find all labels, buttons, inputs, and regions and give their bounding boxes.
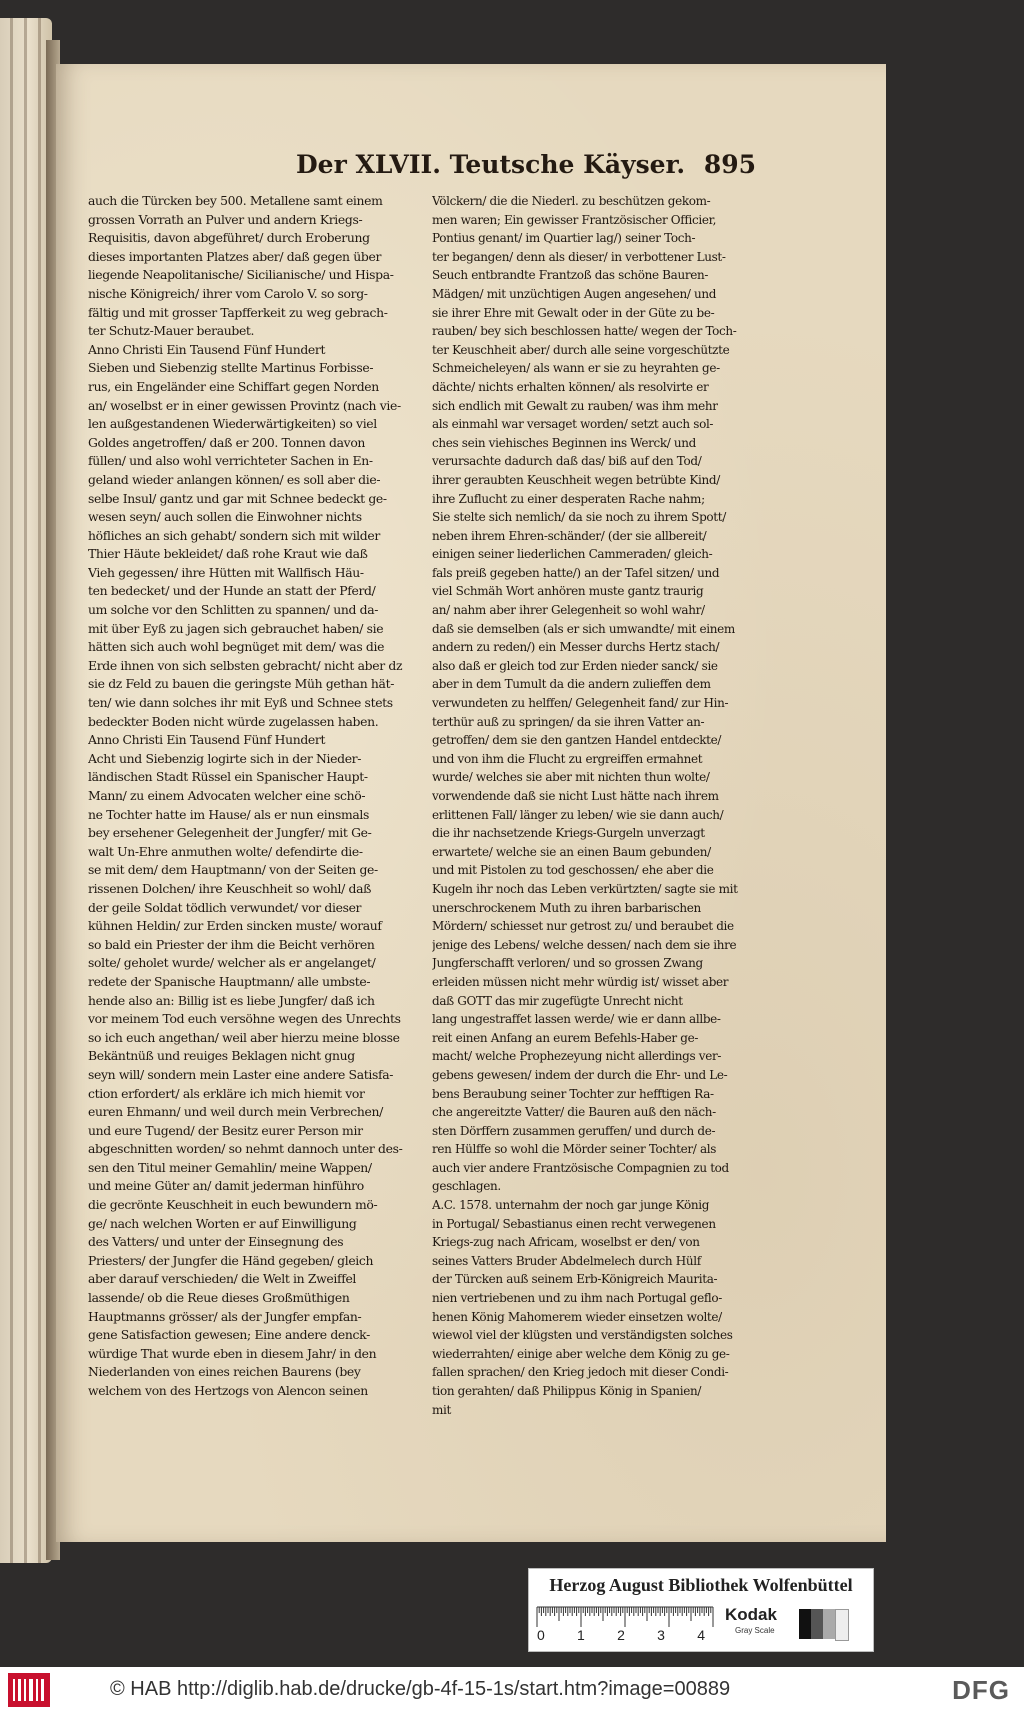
text-line: vorwendende daß sie nicht Lust hätte nach ihrem [432, 789, 719, 803]
ruler-digit: 4 [697, 1627, 705, 1643]
text-line: an/ nahm aber ihrer Gelegenheit so wohl wahr/ [432, 603, 705, 618]
text-line: unerschrockenem Muth zu ihren barbarischen [432, 900, 701, 915]
library-name: Herzog August Bibliothek Wolfenbüttel [549, 1575, 853, 1595]
text-line: gene Satisfaction gewesen; Eine andere denck- [88, 1327, 370, 1343]
text-line: höfliches an sich gehabt/ sondern sich mit wilder [88, 527, 380, 543]
text-line: verwundeten zu helffen/ Gelegenheit fand/ zur Hin- [432, 696, 729, 711]
text-line: se mit dem/ dem Hauptmann/ von der Seiten ge- [88, 862, 378, 878]
text-line: Thier Häute bekleidet/ daß rohe Kraut wie daß [88, 546, 368, 562]
text-line: auch vier andere Frantzösische Compagnien zu tod [432, 1160, 729, 1175]
text-line: sen den Titul meiner Gemahlin/ meine Wappen/ [88, 1159, 372, 1175]
text-line: jenige des Lebens/ welche dessen/ nach dem sie ihre [432, 937, 737, 952]
text-line: Schmeicheleyen/ als wann er sie zu heyrahten ge- [432, 361, 720, 376]
ruler-digit: 2 [617, 1627, 625, 1643]
text-line: würdige That wurde eben in diesem Jahr/ in den [88, 1345, 377, 1361]
text-line: ction erfordert/ als erkläre ich mich hiemit vor [88, 1085, 365, 1101]
text-line: in Portugal/ Sebastianus einen recht verwegenen [432, 1216, 716, 1231]
running-title: Der XLVII. Teutsche Käyser. [296, 150, 686, 179]
text-line: che angereitzte Vatter/ die Bauren auß den näch- [432, 1105, 716, 1120]
text-line: hätten sich auch wohl begnüget mit dem/ was die [88, 639, 385, 655]
text-line: Völckern/ die die Niederl. zu beschützen gekom- [432, 194, 711, 208]
text-line: henen König Mahomerem wieder einsetzen wolte/ [432, 1309, 722, 1324]
text-line: rus, ein Engeländer eine Schiffart gegen Norden [88, 378, 379, 394]
text-line: Jungferschafft verloren/ und so grossen Zwang [432, 956, 703, 971]
page-edge-line [10, 18, 13, 1563]
text-line: um solche vor den Schlitten zu spannen/ und da- [88, 602, 379, 618]
text-line: sie dz Feld zu bauen die geringste Müh gethan hät- [88, 676, 395, 692]
text-line: der geile Soldat tödlich verwundet/ vor dieser [88, 899, 362, 915]
text-line: ge/ nach welchen Worten er auf Einwilligung [88, 1215, 357, 1231]
text-line: selbe Insul/ gantz und gar mit Schnee bedeckt ge- [88, 490, 387, 506]
previous-page-edge [0, 18, 52, 1563]
text-line: seines Vatters Bruder Abdelmelech durch Hülf [432, 1253, 701, 1268]
text-line: füllen/ und also wohl verrichteter Sachen in En- [88, 453, 373, 469]
dfg-logo: DFG [952, 1675, 1010, 1705]
footer-url[interactable]: © HAB http://diglib.hab.de/drucke/gb-4f-15-1s/start.htm?image=00889 [110, 1678, 731, 1700]
text-column-right [432, 192, 750, 1419]
text-line: Bekäntnüß und reuiges Beklagen nicht gnug [88, 1048, 355, 1064]
text-line: bey ersehener Gelegenheit der Jungfer/ mit Ge- [88, 825, 372, 841]
text-line: andern zu reden/) ein Messer durchs Hertz stach/ [432, 640, 720, 655]
text-line: erlittenen Fall/ länger zu leben/ wie sie dann auch/ [432, 807, 724, 822]
text-line: ten/ wie dann solches ihr mit Eyß und Schnee stets [88, 695, 393, 711]
text-line: ter Keuschheit aber/ durch alle seine vorgeschützte [432, 342, 730, 357]
text-line: Niederlanden von eines reichen Baurens (bey [88, 1364, 361, 1380]
text-line: macht/ welche Prophezeyung nicht allerdings ver- [432, 1049, 722, 1064]
footer-bar [0, 1667, 1024, 1713]
text-line: Seuch entbrandte Frantzoß das schöne Bauren- [432, 268, 709, 283]
text-line: wesen seyn/ auch sollen die Einwohner nichts [88, 509, 362, 525]
text-line: lassende/ ob die Reue dieses Großmüthigen [88, 1290, 350, 1306]
ruler-digit: 3 [657, 1627, 665, 1643]
text-line: erwartete/ welche sie an einen Baum gebunden/ [432, 844, 711, 859]
text-line: rauben/ bey sich beschlossen hatte/ wegen der Toch- [432, 324, 737, 339]
text-line: also daß er gleich tod zur Erden nieder sanck/ sie [432, 658, 718, 673]
text-line: erleiden müssen nicht mehr würdig ist/ wisset aber [432, 974, 729, 989]
text-line: daß GOTT das mir zugefügte Unrecht nicht [432, 993, 683, 1008]
text-line: der Türcken auß seinem Erb-Königreich Maurita- [432, 1272, 718, 1287]
text-line: ländischen Stadt Rüssel ein Spanischer Haupt- [88, 769, 368, 785]
text-line: daß sie demselben (als er sich umwandte/ mit einem [432, 621, 735, 636]
book-page [56, 64, 886, 1542]
text-line: bens Beraubung seiner Tochter zur hefftigen Ra- [432, 1086, 714, 1101]
text-line: seyn will/ sondern mein Laster eine andere Satisfa- [88, 1066, 394, 1082]
text-line: men waren; Ein gewisser Frantzösischer Officier, [432, 212, 717, 227]
text-line: Pontius genant/ im Quartier lag/) seiner Toch- [432, 231, 696, 246]
text-line: terthür auß zu springen/ da sie ihren Vatter an- [432, 714, 705, 729]
text-line: sich endlich mit Gewalt zu rauben/ was ihm mehr [432, 398, 718, 413]
text-line: len außgestandenen Wiederwärtigkeiten) so viel [88, 416, 377, 432]
gray-chip [811, 1609, 823, 1639]
text-line: so ich euch angethan/ weil aber hierzu meine blosse [88, 1029, 400, 1045]
text-line: Mädgen/ mit unzüchtigen Augen angesehen/ und [432, 286, 717, 301]
text-line: nien vertriebenen und zu ihm nach Portugal geflo- [432, 1291, 722, 1306]
text-column-left [88, 192, 418, 1401]
text-line: sten Dörffern zusammen geruffen/ und durch de- [432, 1123, 716, 1138]
gray-chip [799, 1609, 811, 1639]
text-line: aber darauf verschieden/ die Welt in Zweiffel [88, 1271, 357, 1287]
text-line: ter begangen/ denn als dieser/ in verbottener Lust- [432, 249, 726, 264]
text-line: ter Schutz-Mauer beraubet. [88, 323, 255, 339]
text-line: ne Tochter hatte im Hause/ als er nun einsmals [88, 806, 370, 822]
text-line: lang ungestraffet lassen werde/ wie er dann allbe- [432, 1012, 721, 1027]
text-line: viel Schmäh Wort anhören muste gantz traurig [432, 584, 704, 599]
text-line: Kriegs-zug nach Africam, woselbst er den/ von [432, 1235, 700, 1250]
gray-chip [835, 1609, 849, 1641]
text-line: wiewol viel der klügsten und verständigsten solches [432, 1328, 733, 1343]
text-line: Acht und Siebenzig logirte sich in der Nieder- [88, 750, 362, 766]
text-line: Vieh gegessen/ ihre Hütten mit Wallfisch Häu- [88, 564, 364, 580]
text-line: geland wieder anlangen können/ es soll aber die- [88, 471, 381, 487]
text-line: gebens gewesen/ indem der durch die Ehr- und Le- [432, 1067, 728, 1082]
text-line: vor meinem Tod euch versöhne wegen des Unrechts [88, 1011, 401, 1027]
page-header [236, 150, 756, 190]
text-line: neben ihrem Ehren-schänder/ (der sie allbereit/ [432, 528, 707, 543]
text-line: dieses importanten Platzes aber/ daß gegen über [88, 248, 382, 264]
text-line: Sie stelte sich nemlich/ da sie noch zu ihrem Spott/ [432, 510, 726, 525]
text-line: redete der Spanische Hauptmann/ alle umbste- [88, 973, 371, 989]
gray-chip [823, 1609, 835, 1639]
text-line: euren Ehmann/ und weil durch mein Verbrechen/ [88, 1104, 383, 1120]
text-line: Anno Christi Ein Tausend Fünf Hundert [88, 732, 326, 748]
text-line: Sieben und Siebenzig stellte Martinus Forbisse- [88, 360, 374, 376]
page-number: 895 [703, 150, 756, 179]
text-line: ihrer geraubten Keuschheit wegen betrübte Kind/ [432, 472, 720, 487]
text-line: rissenen Dolchen/ ihre Keuschheit so wohl/ daß [88, 880, 372, 896]
text-line: Goldes angetroffen/ daß er 200. Tonnen davon [88, 434, 366, 450]
text-line: getroffen/ dem sie den gantzen Handel entdeckte/ [432, 733, 722, 748]
text-line: fältig und mit grosser Tapfferkeit zu weg gebrach- [88, 304, 388, 320]
text-line: mit über Eyß zu jagen sich gebrauchet haben/ sie [88, 620, 384, 636]
text-line: kühnen Heldin/ zur Erden sincken muste/ worauf [88, 918, 382, 934]
text-line: bedeckter Boden nicht würde zugelassen haben. [88, 713, 379, 729]
text-line: sie ihrer Ehre mit Gewalt oder in der Güte zu be- [432, 305, 715, 320]
text-line: abgeschnitten worden/ so nehmt dannoch unter des- [88, 1141, 403, 1157]
gray-scale-caption: Gray Scale [735, 1626, 775, 1635]
text-line: einigen seiner liederlichen Cammeraden/ gleich- [432, 547, 713, 562]
text-line: reit einen Anfang an eurem Befehls-Haber ge- [432, 1030, 699, 1045]
text-line: verursachte dadurch daß das/ biß auf den Tod/ [432, 454, 702, 469]
text-line: an/ woselbst er in einer gewissen Provintz (nach vie- [88, 397, 401, 413]
text-line: als einmahl war versaget worden/ setzt auch sol- [432, 417, 714, 432]
text-line: walt Un-Ehre anmuthen wolte/ defendirte die- [88, 843, 363, 859]
page-edge-line [24, 18, 27, 1563]
text-line: Priesters/ der Jungfer die Händ gegeben/ gleich [88, 1252, 374, 1268]
text-line: tion gerahten/ daß Philippus König in Spanien/ [432, 1384, 702, 1398]
text-line: ihre Zuflucht zu einer desperaten Rache nahm; [432, 491, 705, 506]
text-line: solte/ geholet wurde/ welcher als er angelanget/ [88, 955, 376, 971]
text-line: Requisitis, davon abgeführet/ durch Eroberung [88, 230, 370, 246]
text-line: ten bedecket/ und der Hunde an statt der Pferd/ [88, 583, 376, 599]
text-line: A.C. 1578. unternahm der noch gar junge König [432, 1198, 710, 1213]
ruler-digits [533, 1627, 709, 1643]
ruler-digit: 0 [537, 1627, 545, 1643]
text-line: ren Hülffe so wohl die Mörder seiner Tochter/ als [432, 1142, 717, 1157]
text-line: mit [432, 1402, 451, 1417]
hab-logo-icon [8, 1673, 50, 1707]
text-line: aber in dem Tumult da die andern zulieffen dem [432, 677, 711, 692]
text-line: Erde ihnen von sich selbsten gebracht/ nicht aber dz [88, 657, 403, 673]
text-line: liegende Neapolitanische/ Sicilianische/ und Hispa- [88, 267, 394, 283]
text-line: wurde/ welches sie aber mit nichten thun wolte/ [432, 770, 710, 785]
text-line: Hauptmanns grösser/ als der Jungfer empfan- [88, 1308, 362, 1324]
text-line: geschlagen. [432, 1179, 501, 1194]
page-edge-line [38, 18, 41, 1563]
text-line: grossen Vorrath an Pulver und andern Kriegs- [88, 211, 363, 227]
text-line: und von ihm die Flucht zu ergreiffen ermahnet [432, 751, 703, 766]
text-line: Anno Christi Ein Tausend Fünf Hundert [88, 341, 326, 357]
text-line: hende also an: Billig ist es liebe Jungfer/ daß ich [88, 992, 375, 1008]
text-line: ches sein viehisches Beginnen ins Werck/ und [432, 435, 696, 450]
text-line: und meine Güter an/ damit jederman hinführo [88, 1178, 364, 1194]
text-line: welchem von des Hertzogs von Alencon seinen [88, 1383, 368, 1398]
text-line: dächte/ nichts erhalten können/ als resolvirte er [432, 379, 709, 394]
text-line: Kugeln ihr noch das Leben verkürtzten/ sagte sie mit [432, 881, 738, 896]
text-line: Mann/ zu einem Advocaten welcher eine schö- [88, 788, 366, 803]
text-line: so bald ein Priester der ihm die Beicht verhören [88, 936, 375, 952]
text-line: die ihr nachsetzende Kriegs-Gurgeln unverzagt [432, 826, 705, 841]
text-line: und eure Tugend/ der Besitz eurer Person mir [88, 1122, 363, 1138]
text-line: fallen sprachen/ den Krieg jedoch mit dieser Condi- [432, 1365, 729, 1380]
library-label [528, 1568, 874, 1652]
ruler-digit: 1 [577, 1627, 585, 1643]
text-line: die gecrönte Keuschheit in euch bewundern mö- [88, 1197, 378, 1213]
text-line: auch die Türcken bey 500. Metallene samt einem [88, 193, 383, 208]
text-line: wiederrahten/ einige aber welche dem König zu ge- [432, 1346, 730, 1361]
text-line: und mit Pistolen zu tod geschossen/ ehe aber die [432, 863, 714, 878]
kodak-brand: Kodak [725, 1605, 777, 1624]
text-line: des Vatters/ und unter der Einsegnung des [88, 1234, 344, 1250]
text-line: fals preiß gegeben hatte/) an der Tafel sitzen/ und [432, 565, 720, 580]
text-line: nische Königreich/ ihrer vom Carolo V. so sorg- [88, 285, 368, 301]
text-line: Mördern/ schiesset nur getrost zu/ und beraubet die [432, 919, 734, 934]
